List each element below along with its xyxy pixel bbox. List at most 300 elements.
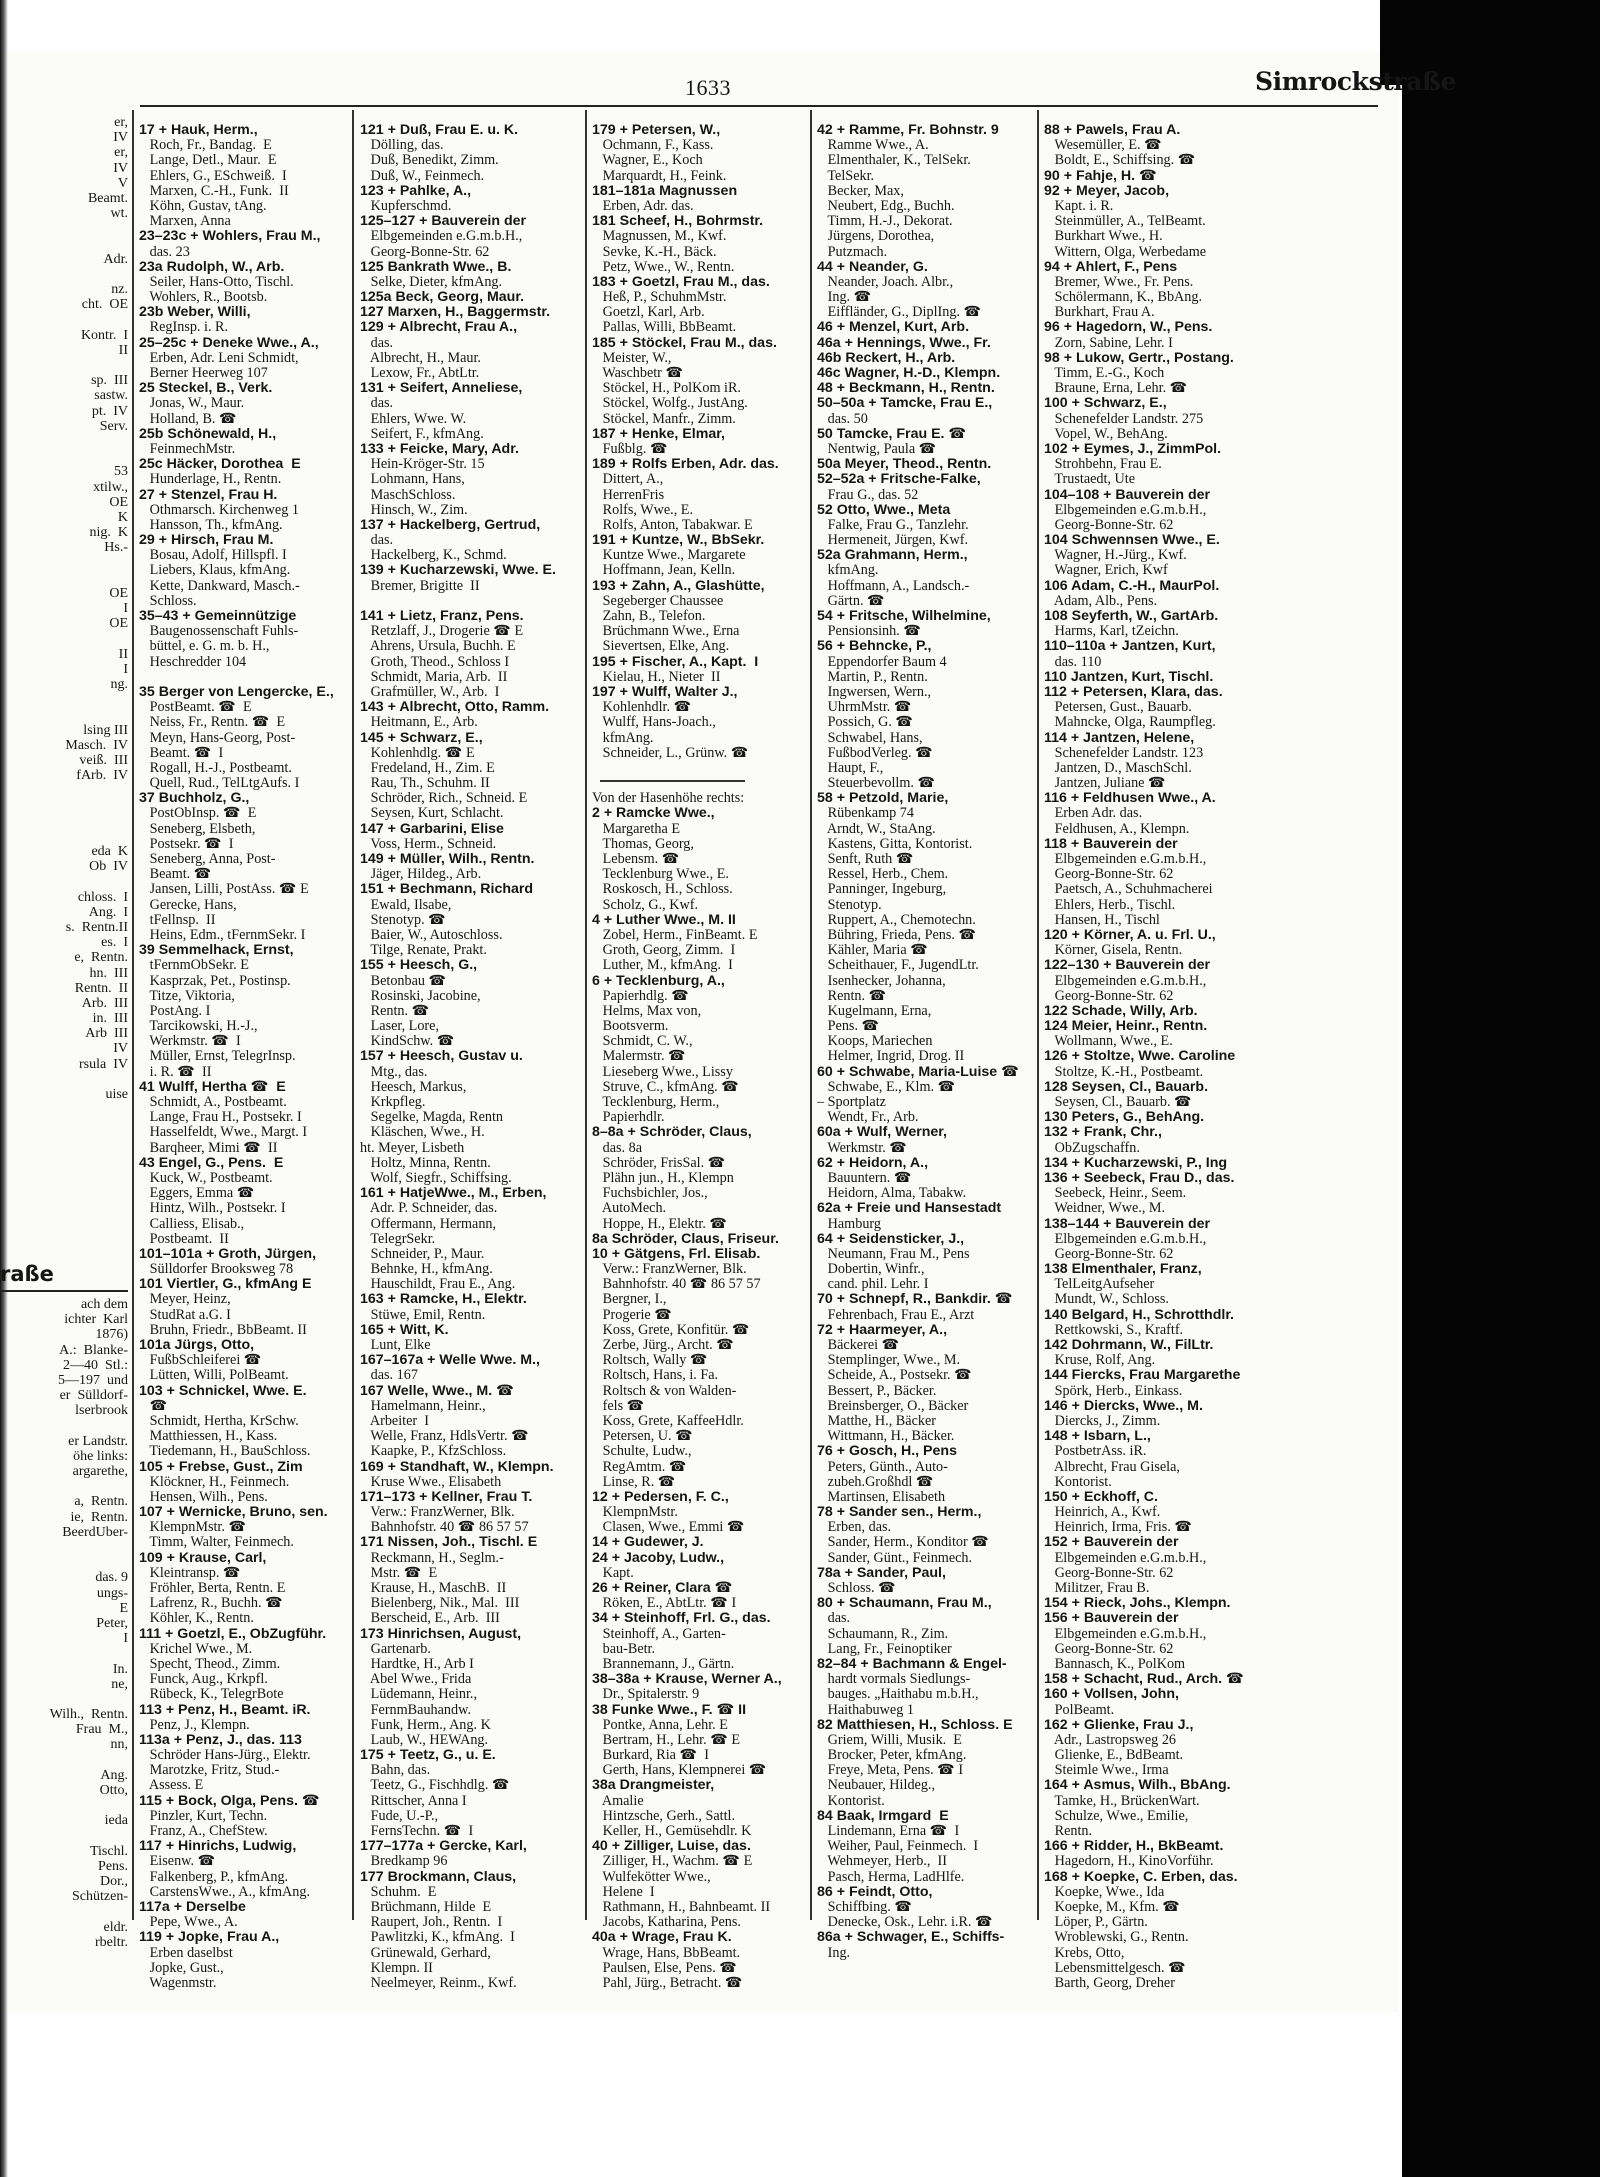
directory-entry-line: Holtz, Minna, Rentn.: [360, 1155, 491, 1171]
directory-entry-line: Krause, H., MaschB. II: [360, 1581, 507, 1596]
directory-entry-line: Weiher, Paul, Feinmech. I: [817, 1839, 979, 1855]
directory-entry-line: 98 + Lukow, Gertr., Postang.: [1044, 350, 1234, 366]
directory-entry-line: 96 + Hagedorn, W., Pens.: [1044, 320, 1213, 336]
left-page-text-fragment: Schützen-: [72, 1889, 128, 1905]
left-page-text-fragment: [0, 1692, 128, 1707]
directory-entry-line: TelLeitgAufseher: [1044, 1277, 1155, 1293]
directory-entry-line: büttel, e. G. m. b. H.,: [139, 639, 270, 655]
left-page-text-fragment: eda K: [91, 844, 128, 859]
directory-entry-line: Boldt, E., Schiffsing. ☎: [1044, 153, 1196, 169]
directory-entry-line: Tiedemann, H., BauSchloss.: [139, 1444, 311, 1460]
directory-entry-line: Waschbetr ☎: [592, 366, 684, 381]
directory-entry-line: Falke, Frau G., Tanzlehr.: [817, 517, 969, 533]
directory-entry-line: Pallas, Willi, BbBeamt.: [592, 320, 737, 336]
directory-entry-line: 157 + Heesch, Gustav u.: [360, 1049, 523, 1065]
left-page-text-fragment: V: [117, 175, 128, 191]
directory-entry-line: Fußblg. ☎: [592, 441, 668, 457]
left-page-text-fragment: Pens.: [98, 1858, 128, 1874]
left-page-text-fragment: [0, 1479, 128, 1494]
directory-entry-line: Elbgemeinden e.G.m.b.H.,: [360, 229, 523, 245]
directory-entry-line: 23b Weber, Willi,: [139, 305, 251, 321]
directory-entry-line: 187 + Henke, Elmar,: [592, 426, 725, 442]
directory-entry-line: Wohlers, R., Bootsb.: [139, 290, 268, 306]
directory-entry-line: Thomas, Georg,: [592, 836, 694, 852]
left-page-text-fragment: E: [119, 1600, 128, 1616]
directory-entry-line: Klempn. II: [360, 1960, 433, 1976]
directory-entry-line: 169 + Standhaft, W., Klempn.: [360, 1459, 554, 1475]
directory-entry-line: 123 + Pahlke, A.,: [360, 183, 472, 199]
directory-entry-line: [592, 776, 811, 791]
directory-entry-line: Neelmeyer, Reinm., Kwf.: [360, 1975, 517, 1991]
left-page-text-fragment: OE: [109, 494, 128, 510]
directory-entry-line: MaschSchloss.: [360, 487, 456, 503]
directory-entry-line: Petersen, U. ☎: [592, 1429, 693, 1445]
directory-entry-line: StudRat a.G. I: [139, 1307, 231, 1323]
directory-entry-line: Stenotyp.: [817, 897, 882, 913]
directory-entry-line: Schulte, Ludw.,: [592, 1444, 692, 1460]
directory-entry-line: 154 + Rieck, Johs., Klempn.: [1044, 1596, 1231, 1612]
left-page-text-fragment: öhe links:: [73, 1448, 128, 1464]
left-page-fragment: [0, 115, 128, 1102]
directory-entry-line: Schloss. ☎: [817, 1581, 896, 1596]
left-page-text-fragment: nn,: [110, 1737, 128, 1753]
directory-entry-line: 110 Jantzen, Kurt, Tischl.: [1044, 669, 1214, 685]
directory-entry-line: 117a + Derselbe: [139, 1899, 246, 1915]
directory-entry-line: Krkpfleg.: [360, 1095, 426, 1110]
directory-entry-line: Schenefelder Landstr. 123: [1044, 745, 1204, 761]
directory-entry-line: 151 + Bechmann, Richard: [360, 882, 534, 898]
directory-entry-line: 183 + Goetzl, Frau M., das.: [592, 274, 770, 290]
directory-entry-line: Schröder, Rich., Schneid. E: [360, 791, 528, 807]
directory-entry-line: Grafmüller, W., Arb. I: [360, 684, 500, 700]
left-page-text-fragment: xtilw.,: [93, 479, 128, 495]
left-page-text-fragment: [0, 1419, 128, 1434]
directory-entry-line: KlempnMstr.: [592, 1505, 678, 1521]
directory-entry-line: 8a Schröder, Claus, Friseur.: [592, 1231, 779, 1247]
directory-entry-line: Koepke, M., Kfm. ☎: [1044, 1899, 1180, 1915]
left-page-text-fragment: 1876): [88, 1327, 128, 1343]
directory-column: [592, 123, 811, 1991]
directory-entry-line: 25b Schönewald, H.,: [139, 426, 277, 442]
directory-entry-line: Helms, Max von,: [592, 1003, 702, 1019]
directory-entry-line: Hauschildt, Frau E., Ang.: [360, 1277, 516, 1293]
left-page-text-fragment: [0, 874, 128, 889]
directory-entry-line: Eiffländer, G., DiplIng. ☎: [817, 305, 982, 321]
directory-entry-line: Wesemüller, E. ☎: [1044, 138, 1162, 154]
directory-entry-line: Timm, Walter, Feinmech.: [139, 1535, 294, 1551]
directory-entry-line: 165 + Witt, K.: [360, 1322, 449, 1338]
directory-entry-line: PostAng. I: [139, 1003, 211, 1019]
directory-entry-line: Sievertsen, Elke, Ang.: [592, 639, 730, 655]
directory-entry-line: Bannasch, K., PolKom: [1044, 1656, 1186, 1672]
left-page-text-fragment: Peter,: [96, 1615, 128, 1631]
directory-entry-line: Elbgemeinden e.G.m.b.H.,: [1044, 1550, 1207, 1566]
directory-entry-line: Bruhn, Friedr., BbBeamt. II: [139, 1322, 307, 1338]
directory-column: [360, 123, 586, 1991]
directory-entry-line: 14 + Gudewer, J.: [592, 1535, 704, 1551]
directory-entry-line: FußbSchleiferei ☎: [139, 1353, 262, 1369]
directory-entry-line: Helene I: [592, 1884, 655, 1900]
directory-entry-line: 17 + Hauk, Herm.,: [139, 123, 258, 138]
left-page-text-fragment: [0, 312, 128, 327]
directory-entry-line: Meyn, Hans-Georg, Post-: [139, 730, 296, 746]
directory-column: [1044, 123, 1384, 1991]
directory-entry-line: Heinrich, A., Kwf.: [1044, 1505, 1161, 1521]
directory-entry-line: bau-Betr.: [592, 1641, 656, 1657]
directory-entry-line: 177–177a + Gercke, Karl,: [360, 1839, 527, 1855]
directory-entry-line: KindSchw. ☎: [360, 1034, 455, 1050]
directory-entry-line: Pontke, Anna, Lehr. E: [592, 1717, 728, 1733]
directory-entry-line: Glienke, E., BdBeamt.: [1044, 1748, 1184, 1764]
directory-entry-line: [139, 670, 352, 685]
directory-entry-line: Fude, U.-P.,: [360, 1808, 439, 1824]
directory-entry-line: Elbgemeinden e.G.m.b.H.,: [1044, 1626, 1207, 1642]
directory-entry-line: Roltsch & von Walden-: [592, 1383, 737, 1399]
directory-entry-line: Schwabe, E., Klm. ☎: [817, 1079, 956, 1095]
directory-entry-line: Bielenberg, Nik., Mal. III: [360, 1596, 520, 1612]
directory-entry-line: Lindemann, Erna ☎ I: [817, 1824, 960, 1839]
directory-entry-line: Diercks, J., Zimm.: [1044, 1413, 1161, 1429]
directory-entry-line: Hermeneit, Jürgen, Kwf.: [817, 533, 969, 549]
directory-entry-line: 46a + Hennings, Wwe., Fr.: [817, 335, 991, 351]
directory-entry-line: Tecklenburg, Herm.,: [592, 1095, 720, 1110]
directory-entry-line: das.: [360, 533, 394, 549]
directory-entry-line: Zorn, Sabine, Lehr. I: [1044, 335, 1173, 351]
directory-entry-line: Elbgemeinden e.G.m.b.H.,: [1044, 502, 1207, 518]
directory-entry-line: Frau G., das. 52: [817, 487, 919, 503]
directory-entry-line: 39 Semmelhack, Ernst,: [139, 943, 294, 959]
directory-entry-line: 4 + Luther Wwe., M. II: [592, 912, 736, 928]
left-page-text-fragment: ach dem: [80, 1297, 128, 1312]
directory-entry-line: 138 Elmenthaler, Franz,: [1044, 1262, 1202, 1278]
directory-entry-line: Stöckel, Wolfg., JustAng.: [592, 396, 748, 412]
directory-entry-line: Schwabel, Hans,: [817, 730, 923, 746]
directory-entry-line: Funck, Aug., Krkpfl.: [139, 1672, 268, 1688]
directory-entry-line: Albrecht, H., Maur.: [360, 350, 481, 366]
directory-entry-line: Magnussen, M., Kwf.: [592, 229, 727, 245]
directory-entry-line: 152 + Bauverein der: [1044, 1535, 1179, 1551]
directory-entry-line: 163 + Ramcke, H., Elektr.: [360, 1292, 527, 1308]
left-page-text-fragment: II: [118, 342, 128, 358]
directory-entry-line: 101 Viertler, G., kfmAng E: [139, 1277, 312, 1293]
directory-entry-line: Rettkowski, S., Kraftf.: [1044, 1322, 1184, 1338]
directory-entry-line: Seneberg, Anna, Post-: [139, 852, 276, 867]
directory-entry-line: 121 + Duß, Frau E. u. K.: [360, 123, 519, 138]
directory-entry-line: Fröhler, Berta, Rentn. E: [139, 1581, 286, 1596]
left-page-text-fragment: Beamt.: [87, 190, 128, 206]
directory-entry-line: Ing.: [817, 1945, 851, 1961]
directory-entry-line: Amalie: [592, 1793, 644, 1809]
left-page-text-fragment: I: [123, 1631, 128, 1647]
directory-entry-line: Hintzsche, Gerh., Sattl.: [592, 1808, 736, 1824]
directory-entry-line: Rogall, H.-J., Postbeamt.: [139, 760, 292, 776]
directory-entry-line: Scholz, G., Kwf.: [592, 897, 698, 913]
directory-entry-line: Bahnhofstr. 40 ☎ 86 57 57: [360, 1520, 529, 1536]
left-page-text-fragment: [0, 237, 128, 252]
left-page-text-fragment: Kontr. I: [80, 327, 128, 343]
directory-entry-line: Postbeamt. II: [139, 1231, 229, 1247]
directory-entry-line: Groth, Theod., Schloss I: [360, 654, 510, 670]
directory-entry-line: Progerie ☎: [592, 1307, 672, 1323]
directory-entry-line: Rittscher, Anna I: [360, 1793, 467, 1809]
directory-entry-line: Teetz, G., Fischhdlg. ☎: [360, 1778, 510, 1794]
left-page-text-fragment: [0, 1540, 128, 1555]
directory-entry-line: tFellnsp. II: [139, 912, 216, 928]
directory-entry-line: 148 + Isbarn, L.,: [1044, 1429, 1151, 1445]
directory-entry-line: 104–108 + Bauverein der: [1044, 487, 1211, 503]
directory-entry-line: das. 110: [1044, 654, 1102, 670]
directory-entry-line: Ressel, Herb., Chem.: [817, 867, 949, 883]
directory-entry-line: Brocker, Peter, kfmAng.: [817, 1748, 967, 1764]
directory-entry-line: Seebeck, Heinr., Seem.: [1044, 1186, 1187, 1202]
directory-entry-line: Stemplinger, Wwe., M.: [817, 1353, 960, 1369]
directory-entry-line: Hunderlage, H., Rentn.: [139, 472, 282, 488]
directory-entry-line: FußbodVerleg. ☎: [817, 745, 933, 761]
directory-entry-line: TelegrSekr.: [360, 1231, 436, 1247]
directory-entry-line: Wulfekötter Wwe.,: [592, 1869, 711, 1885]
directory-entry-line: Bessert, P., Bäcker.: [817, 1383, 937, 1399]
directory-entry-line: 25 Steckel, B., Verk.: [139, 381, 273, 397]
directory-entry-line: 125–127 + Bauverein der: [360, 214, 527, 230]
directory-entry-line: 122–130 + Bauverein der: [1044, 958, 1211, 974]
directory-entry-line: 88 + Pawels, Frau A.: [1044, 123, 1181, 138]
directory-entry-line: 141 + Lietz, Franz, Pens.: [360, 609, 524, 624]
directory-entry-line: Erben, Adr. das.: [592, 198, 694, 214]
directory-entry-line: ObZugschaffn.: [1044, 1140, 1140, 1156]
directory-entry-line: Stöckel, Manfr., Zimm.: [592, 411, 736, 427]
directory-entry-line: Bahn, das.: [360, 1763, 431, 1779]
directory-entry-line: Schmidt, Hertha, KrSchw.: [139, 1413, 299, 1429]
directory-entry-line: FernsTechn. ☎ I: [360, 1824, 474, 1839]
directory-entry-line: 40 + Zilliger, Luise, das.: [592, 1839, 751, 1855]
directory-entry-line: Roltsch, Wally ☎: [592, 1353, 708, 1369]
directory-entry-line: Elmenthaler, K., TelSekr.: [817, 153, 971, 169]
directory-entry-line: 78 + Sander sen., Herm.,: [817, 1505, 982, 1521]
directory-entry-line: 171–173 + Kellner, Frau T.: [360, 1489, 533, 1505]
directory-entry-line: 167 Welle, Wwe., M. ☎: [360, 1383, 514, 1399]
left-page-text-fragment: [0, 814, 128, 829]
directory-entry-line: Schröder, FrisSal. ☎: [592, 1155, 726, 1171]
directory-entry-line: 149 + Müller, Wilh., Rentn.: [360, 852, 535, 867]
directory-entry-line: Kapt.: [592, 1565, 634, 1581]
directory-entry-line: Koops, Mariechen: [817, 1034, 933, 1050]
directory-entry-line: 103 + Schnickel, Wwe. E.: [139, 1383, 307, 1399]
directory-entry-line: Neubert, Edg., Buchh.: [817, 198, 955, 214]
directory-entry-line: Martinsen, Elisabeth: [817, 1489, 946, 1505]
left-page-text-fragment: Serv.: [99, 418, 128, 434]
directory-entry-line: 177 Brockmann, Claus,: [360, 1869, 517, 1885]
directory-entry-line: Eppendorfer Baum 4: [817, 654, 947, 670]
directory-entry-line: Kruse, Rolf, Ang.: [1044, 1353, 1156, 1369]
directory-entry-line: kfmAng.: [817, 563, 879, 579]
directory-entry-line: 26 + Reiner, Clara ☎: [592, 1581, 733, 1596]
directory-entry-line: Calliess, Elisab.,: [139, 1216, 245, 1232]
directory-entry-line: 29 + Hirsch, Frau M.: [139, 533, 274, 549]
directory-entry-line: Voss, Herm., Schneid.: [360, 836, 497, 852]
directory-entry-line: 115 + Bock, Olga, Pens. ☎: [139, 1793, 320, 1809]
directory-entry-line: 50 Tamcke, Frau E. ☎: [817, 426, 967, 442]
left-page-text-fragment: [0, 434, 128, 449]
directory-entry-line: Adr., Lastropsweg 26: [1044, 1732, 1177, 1748]
directory-entry-line: 130 Peters, G., BehAng.: [1044, 1110, 1205, 1126]
left-page-text-fragment: Otto,: [99, 1783, 128, 1798]
directory-entry-line: 156 + Bauverein der: [1044, 1611, 1179, 1627]
directory-entry-line: 60a + Wulf, Werner,: [817, 1125, 947, 1141]
directory-entry-line: Paulsen, Else, Pens. ☎: [592, 1960, 737, 1976]
directory-entry-line: das. 23: [139, 244, 190, 260]
left-page-text-fragment: ne,: [111, 1676, 128, 1692]
left-page-text-fragment: OE: [109, 616, 128, 632]
left-page-text-fragment: Arb. III: [81, 995, 128, 1011]
directory-entry-line: 23a Rudolph, W., Arb.: [139, 259, 285, 275]
directory-entry-line: Grünewald, Gerhard,: [360, 1945, 491, 1961]
directory-entry-line: 111 + Goetzl, E., ObZugführ.: [139, 1626, 327, 1642]
directory-entry-line: 78a + Sander, Paul,: [817, 1565, 946, 1581]
directory-entry-line: Dobertin, Winfr.,: [817, 1262, 925, 1278]
directory-entry-line: Adam, Alb., Pens.: [1044, 593, 1158, 609]
directory-entry-line: 108 Seyferth, W., GartArb.: [1044, 609, 1219, 624]
directory-entry-line: Haithabuweg 1: [817, 1702, 914, 1718]
left-page-text-fragment: Wilh., Rentn.: [49, 1707, 128, 1723]
directory-entry-line: Groth, Georg, Zimm. I: [592, 943, 736, 959]
directory-entry-line: Rathmann, H., Bahnbeamt. II: [592, 1899, 771, 1915]
directory-entry-line: Schulze, Wwe., Emilie,: [1044, 1808, 1189, 1824]
directory-entry-line: Neubauer, Hildeg.,: [817, 1778, 936, 1794]
directory-entry-line: Zilliger, H., Wachm. ☎ E: [592, 1854, 753, 1870]
directory-entry-line: Burkard, Ria ☎ I: [592, 1748, 709, 1764]
directory-entry-line: 46c Wagner, H.-D., Klempn.: [817, 366, 1001, 381]
directory-entry-line: 167–167a + Welle Wwe. M.,: [360, 1353, 540, 1369]
directory-entry-line: Othmarsch. Kirchenweg 1: [139, 502, 299, 518]
directory-entry-line: Rentn. ☎: [817, 988, 887, 1004]
left-page-text-fragment: [0, 1798, 128, 1813]
directory-entry-line: 158 + Schacht, Rud., Arch. ☎: [1044, 1672, 1244, 1688]
directory-entry-line: Putzmach.: [817, 244, 888, 260]
directory-entry-line: 147 + Garbarini, Elise: [360, 821, 504, 837]
left-page-text-fragment: Ang.: [100, 1767, 128, 1783]
directory-entry-line: Duß, W., Feinmech.: [360, 168, 485, 184]
directory-entry-line: Barqheer, Mimi ☎ II: [139, 1140, 278, 1156]
left-page-text-fragment: Arb III: [85, 1026, 128, 1042]
directory-entry-line: 102 + Eymes, J., ZimmPol.: [1044, 441, 1222, 457]
page-number: 1633: [685, 75, 731, 100]
directory-entry-line: Zerbe, Jürg., Archt. ☎: [592, 1338, 734, 1353]
left-page-text-fragment: er,: [114, 145, 128, 161]
directory-entry-line: Betonbau ☎: [360, 973, 447, 989]
directory-entry-line: das. 50: [817, 411, 868, 427]
directory-entry-line: 136 + Seebeck, Frau D., das.: [1044, 1170, 1235, 1186]
directory-entry-line: Elbgemeinden e.G.m.b.H.,: [1044, 973, 1207, 989]
directory-entry-line: 100 + Schwarz, E.,: [1044, 396, 1167, 412]
directory-entry-line: Dölling, das.: [360, 138, 444, 154]
directory-entry-line: fels ☎: [592, 1398, 645, 1414]
directory-entry-line: 173 Hinrichsen, August,: [360, 1626, 522, 1642]
directory-entry-line: Jürgens, Dorothea,: [817, 229, 935, 245]
left-page-text-fragment: BeerdUber-: [62, 1524, 128, 1540]
directory-entry-line: 185 + Stöckel, Frau M., das.: [592, 335, 777, 351]
left-page-text-fragment: [0, 555, 128, 570]
directory-entry-line: 25–25c + Deneke Wwe., A.,: [139, 335, 319, 351]
directory-entry-line: [592, 761, 811, 776]
directory-entry-line: FernmBauhandw.: [360, 1702, 471, 1718]
left-page-text-fragment: A.: Blanke-: [59, 1342, 128, 1358]
directory-entry-line: Lieseberg Wwe., Lissy: [592, 1064, 733, 1080]
directory-entry-line: 195 + Fischer, A., Kapt. I: [592, 654, 759, 670]
directory-entry-line: 54 + Fritsche, Wilhelmine,: [817, 609, 991, 624]
directory-entry-line: Clasen, Wwe., Emmi ☎: [592, 1520, 745, 1536]
directory-entry-line: Tilge, Renate, Prakt.: [360, 943, 487, 959]
directory-entry-line: Bredkamp 96: [360, 1854, 448, 1870]
directory-entry-line: Timm, H.-J., Dekorat.: [817, 214, 953, 230]
directory-entry-line: Holland, B. ☎: [139, 411, 237, 427]
directory-entry-line: ht. Meyer, Lisbeth: [360, 1140, 465, 1156]
left-page-text-fragment: ng.: [110, 676, 128, 692]
left-page-text-fragment: chloss. I: [77, 889, 128, 905]
directory-entry-line: Martin, P., Rentn.: [817, 669, 928, 685]
directory-entry-line: Verw.: FranzWerner, Blk.: [360, 1505, 515, 1521]
directory-entry-line: Steinmüller, A., TelBeamt.: [1044, 214, 1206, 230]
directory-entry-line: Tamke, H., BrückenWart.: [1044, 1793, 1200, 1809]
left-page-text-fragment: Adr.: [103, 251, 128, 267]
left-page-text-fragment: In.: [112, 1661, 128, 1677]
left-page-text-fragment: Rentn. II: [74, 980, 128, 996]
directory-entry-line: 52–52a + Fritsche-Falke,: [817, 472, 981, 488]
left-page-text-fragment: das. 9: [95, 1570, 128, 1586]
directory-entry-line: Ehlers, G., ESchweiß. I: [139, 168, 287, 184]
directory-entry-line: Nentwig, Paula ☎: [817, 441, 937, 457]
directory-entry-line: i. R. ☎ II: [139, 1064, 212, 1080]
directory-entry-line: Schuhm. E: [360, 1884, 437, 1900]
directory-entry-line: Marxen, C.-H., Funk. II: [139, 183, 289, 199]
directory-entry-line: Bertram, H., Lehr. ☎ E: [592, 1732, 741, 1748]
directory-entry-line: 164 + Asmus, Wilh., BbAng.: [1044, 1778, 1231, 1794]
directory-entry-line: Assess. E: [139, 1778, 204, 1794]
directory-entry-line: das.: [360, 335, 394, 351]
left-page-text-fragment: a, Rentn.: [74, 1494, 128, 1510]
directory-entry-line: 128 Seysen, Cl., Bauarb.: [1044, 1079, 1209, 1095]
left-page-text-fragment: ie, Rentn.: [70, 1509, 128, 1525]
directory-entry-line: Funk, Herm., Ang. K: [360, 1717, 491, 1733]
directory-entry-line: Bremer, Wwe., Fr. Pens.: [1044, 274, 1194, 290]
directory-entry-line: Kuck, W., Postbeamt.: [139, 1170, 273, 1186]
directory-entry-line: 44 + Neander, G.: [817, 259, 928, 275]
directory-entry-line: Albrecht, Frau Gisela,: [1044, 1459, 1180, 1475]
directory-entry-line: Segeberger Chaussee: [592, 593, 724, 609]
left-page-text-fragment: eldr.: [103, 1919, 128, 1935]
directory-entry-line: das.: [360, 396, 394, 412]
directory-entry-line: Kähler, Maria ☎: [817, 943, 928, 959]
left-page-text-fragment: es. I: [101, 935, 128, 951]
directory-entry-line: Lunt, Elke: [360, 1338, 431, 1353]
directory-entry-line: Eggers, Emma ☎: [139, 1186, 255, 1202]
directory-entry-line: Pawlitzki, K., kfmAng. I: [360, 1930, 515, 1946]
directory-entry-line: Segelke, Magda, Rentn: [360, 1110, 504, 1126]
directory-entry-line: Neander, Joach. Albr.,: [817, 274, 954, 290]
directory-entry-line: 137 + Hackelberg, Gertrud,: [360, 517, 541, 533]
directory-entry-line: 134 + Kucharzewski, P., Ing: [1044, 1155, 1228, 1171]
directory-entry-line: das. 167: [360, 1368, 418, 1384]
left-page-fragment-lower: [0, 1297, 128, 1950]
directory-entry-line: Georg-Bonne-Str. 62: [1044, 1246, 1174, 1262]
left-page-text-fragment: [0, 221, 128, 236]
left-page-text-fragment: nig. K: [89, 525, 128, 541]
directory-entry-line: 42 + Ramme, Fr. Bohnstr. 9: [817, 123, 999, 138]
directory-entry-line: 62a + Freie und Hansestadt: [817, 1201, 1002, 1217]
directory-entry-line: 52 Otto, Wwe., Meta: [817, 502, 951, 518]
directory-entry-line: 27 + Stenzel, Frau H.: [139, 487, 278, 503]
directory-entry-line: Kohlenhdlr. ☎: [592, 700, 692, 716]
directory-entry-line: Steimle Wwe., Irma: [1044, 1763, 1169, 1779]
